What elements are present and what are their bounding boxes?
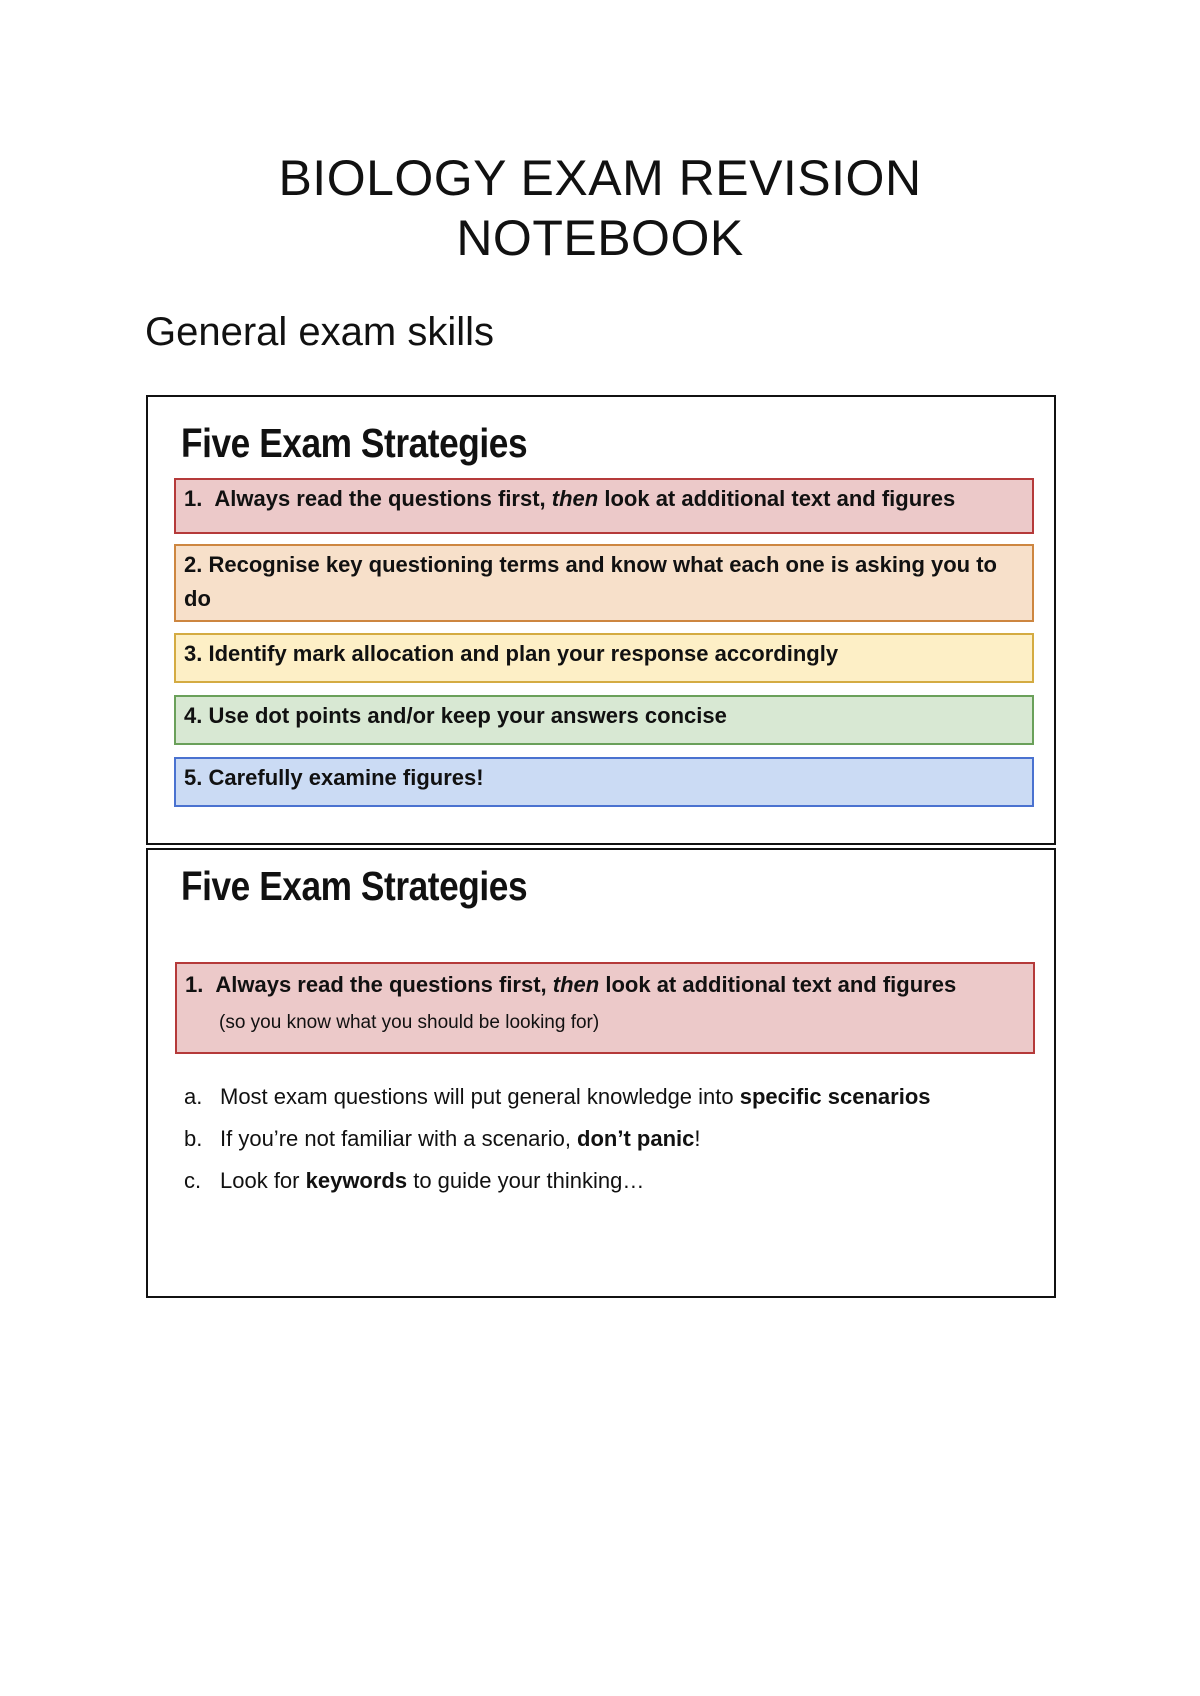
list-item xyxy=(184,1124,931,1154)
strategy-text: look at additional text and figures xyxy=(598,486,956,511)
document-title-line-2: NOTEBOOK xyxy=(456,210,744,266)
strategy-emphasis: then xyxy=(552,972,600,997)
slide-strategy-1-detail xyxy=(146,848,1056,1298)
strategy-1-detail-box xyxy=(175,962,1035,1054)
list-marker: a. xyxy=(184,1084,203,1109)
section-heading: General exam skills xyxy=(145,310,495,354)
strategy-number: 3. xyxy=(184,641,203,666)
strategy-text: Identify mark allocation and plan your response accordingly xyxy=(202,641,839,666)
list-text: Look for xyxy=(220,1168,306,1193)
strategy-subtext: (so you know what you should be looking for) xyxy=(219,1012,600,1033)
slide-title: Five Exam Strategies xyxy=(181,420,528,466)
strategy-number: 2. xyxy=(184,552,203,577)
list-text: If you’re not familiar with a scenario, xyxy=(220,1126,578,1151)
document-title-line-1: BIOLOGY EXAM REVISION xyxy=(278,150,922,206)
list-marker: b. xyxy=(184,1126,203,1151)
list-text: to guide your thinking… xyxy=(407,1168,645,1193)
strategy-3-box xyxy=(174,633,1034,683)
list-bold-text: keywords xyxy=(305,1168,408,1193)
strategy-number: 1. xyxy=(185,972,204,997)
point-list xyxy=(184,1082,931,1208)
strategy-emphasis: then xyxy=(551,486,599,511)
strategy-text: Use dot points and/or keep your answers concise xyxy=(202,703,727,728)
list-item xyxy=(184,1166,931,1196)
strategy-text: look at additional text and figures xyxy=(599,972,957,997)
list-text: ! xyxy=(694,1126,701,1151)
strategy-main-text xyxy=(185,968,1025,1002)
strategy-number: 4. xyxy=(184,703,203,728)
strategy-text: Always read the questions first, xyxy=(215,972,553,997)
slide-five-strategies-overview xyxy=(146,395,1056,845)
strategy-2-box xyxy=(174,544,1034,622)
list-text: Most exam questions will put general knowledge into xyxy=(220,1084,740,1109)
strategy-number: 5. xyxy=(184,765,203,790)
strategy-text: Recognise key questioning terms and know what each one is asking you to do xyxy=(184,552,997,611)
strategy-text: Always read the questions first, xyxy=(214,486,552,511)
list-item xyxy=(184,1082,931,1112)
strategy-4-box xyxy=(174,695,1034,745)
document-title xyxy=(0,148,1200,268)
strategy-number: 1. xyxy=(184,486,203,511)
list-bold-text: don’t panic xyxy=(577,1126,695,1151)
strategy-text: Carefully examine figures! xyxy=(202,765,484,790)
slide-title: Five Exam Strategies xyxy=(181,863,528,909)
strategy-1-box xyxy=(174,478,1034,534)
strategy-5-box xyxy=(174,757,1034,807)
list-marker: c. xyxy=(184,1168,202,1193)
list-bold-text: specific scenarios xyxy=(739,1084,931,1109)
